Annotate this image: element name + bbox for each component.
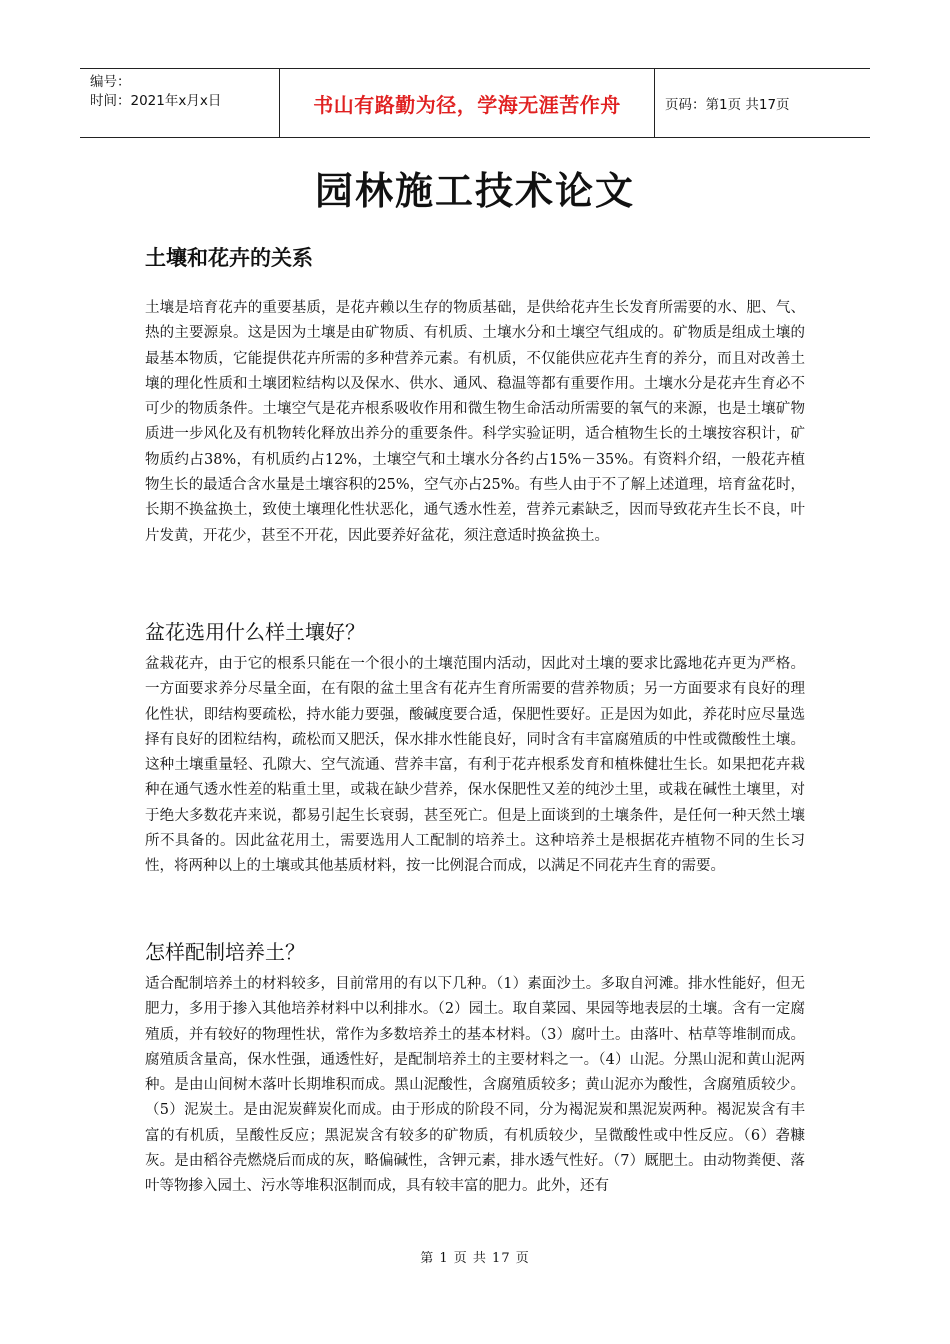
document-title: 园林施工技术论文 (314, 168, 635, 213)
paragraph-culture-soil: 适合配制培养土的材料较多，目前常用的有以下几种。（1）素面沙土。多取自河滩。排水性能好，但无肥力，多用于掺入其他培养材料中以利排水。（2）园土。取自菜园、果园等地表层的土壤。含有一定腐殖质，并有较好的物理性状，常作为多数培养土的基本材料。（3）腐叶土。由落叶、枯草等堆制而成。腐殖质含量高，保水性强，通透性好，是配制培养土的主要材料之一。（4）山泥。分黑山泥和黄山泥两种。是由山间树木落叶长期堆积而成。黑山泥酸性，含腐殖质较多；黄山泥亦为酸性，含腐殖质较少。（5）泥炭土。是由泥炭藓炭化而成。由于形成的阶段不同，分为褐泥炭和黑泥炭两种。褐泥炭含有丰富的有机质，呈酸性反应；黑泥炭含有较多的矿物质，有机质较少，呈微酸性或中性反应。（6）砻糠灰。是由稻谷壳燃烧后而成的灰，略偏碱性，含钾元素，排水透气性好。（7）厩肥土。由动物粪便、落叶等物掺入园土、污水等堆积沤制而成，具有较丰富的肥力。此外，还有 (145, 976, 805, 1195)
page-info-cell (655, 69, 870, 137)
section-heading-pot-soil: 盆花选用什么样土壤好？ (145, 620, 365, 644)
serial-number-label: 编号： (90, 74, 131, 90)
header-page-info: 页码：第1页 共17页 (665, 97, 790, 113)
paragraph-pot-soil: 盆栽花卉，由于它的根系只能在一个很小的土壤范围内活动，因此对土壤的要求比露地花卉更为严格。一方面要求养分尽量全面，在有限的盆土里含有花卉生育所需要的营养物质；另一方面要求有良好的理化性状，即结构要疏松，持水能力要强，酸碱度要合适，保肥性要好。正是因为如此，养花时应尽量选择有良好的团粒结构，疏松而又肥沃，保水排水性能良好，同时含有丰富腐殖质的中性或微酸性土壤。这种土壤重量轻、孔隙大、空气流通、营养丰富，有利于花卉根系发育和植株健壮生长。如果把花卉栽种在通气透水性差的粘重土里，或栽在缺少营养，保水保肥性又差的纯沙土里，或栽在碱性土壤里，对于绝大多数花卉来说，都易引起生长衰弱，甚至死亡。但是上面谈到的土壤条件，是任何一种天然土壤所不具备的。因此盆花用土，需要选用人工配制的培养土。这种培养土是根据花卉植物不同的生长习性，将两种以上的土壤或其他基质材料，按一比例混合而成，以满足不同花卉生育的需要。 (145, 656, 805, 875)
section-heading-soil-flowers: 土壤和花卉的关系 (145, 246, 313, 270)
document-header (80, 68, 870, 138)
header-motto: 书山有路勤为径，学海无涯苦作舟 (313, 92, 621, 117)
header-meta-cell (80, 69, 280, 137)
page-footer: 第 1 页 共 17 页 (420, 1251, 530, 1266)
date-label: 时间：2021年x月x日 (90, 93, 222, 109)
motto-cell (280, 69, 655, 137)
section-heading-culture-soil: 怎样配制培养土？ (145, 940, 305, 964)
paragraph-soil-flowers: 土壤是培育花卉的重要基质，是花卉赖以生存的物质基础，是供给花卉生长发育所需要的水、肥、气、热的主要源泉。这是因为土壤是由矿物质、有机质、土壤水分和土壤空气组成的。矿物质是组成土壤的最基本物质，它能提供花卉所需的多种营养元素。有机质，不仅能供应花卉生育的养分，而且对改善土壤的理化性质和土壤团粒结构以及保水、供水、通风、稳温等都有重要作用。土壤水分是花卉生育必不可少的物质条件。土壤空气是花卉根系吸收作用和微生物生命活动所需要的氧气的来源，也是土壤矿物质进一步风化及有机物转化释放出养分的重要条件。科学实验证明，适合植物生长的土壤按容积计，矿物质约占38%，有机质约占12%，土壤空气和土壤水分各约占15%－35%。有资料介绍，一般花卉植物生长的最适合含水量是土壤容积的25%，空气亦占25%。有些人由于不了解上述道理，培育盆花时，长期不换盆换土，致使土壤理化性状恶化，通气透水性差，营养元素缺乏，因而导致花卉生长不良，叶片发黄，开花少，甚至不开花，因此要养好盆花，须注意适时换盆换土。 (145, 300, 805, 544)
